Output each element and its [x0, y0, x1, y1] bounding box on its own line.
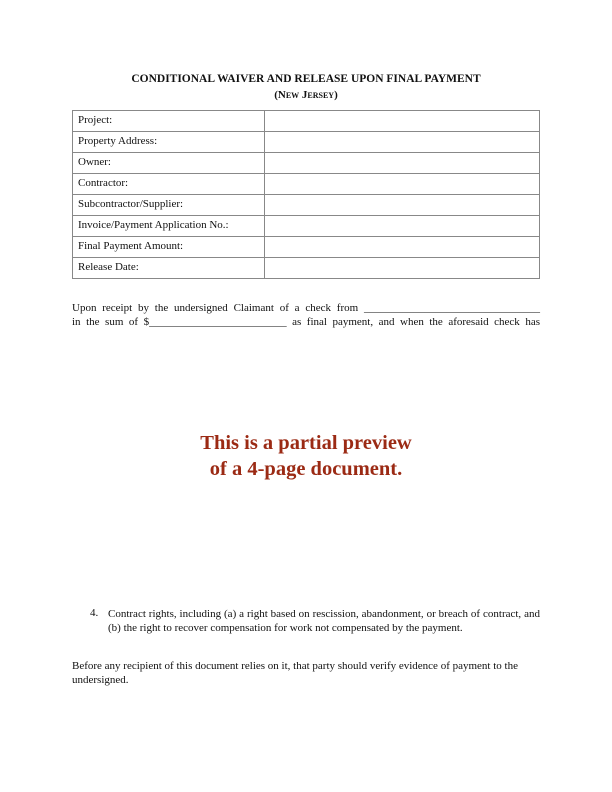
field-label: Property Address:: [73, 132, 265, 153]
table-row: [73, 153, 540, 174]
intro-line-1: Upon receipt by the undersigned Claimant of a check from ________________________________: [72, 302, 540, 314]
field-value[interactable]: [265, 258, 540, 279]
table-row: [73, 132, 540, 153]
table-row: [73, 195, 540, 216]
field-label: Final Payment Amount:: [73, 237, 265, 258]
field-value[interactable]: [265, 132, 540, 153]
preview-line-1: This is a partial preview: [200, 432, 412, 454]
field-label: Subcontractor/Supplier:: [73, 195, 265, 216]
closing-paragraph: Before any recipient of this document relies on it, that party should verify evidence of payment to the undersigned.: [72, 660, 518, 686]
field-value[interactable]: [265, 111, 540, 132]
field-label: Owner:: [73, 153, 265, 174]
field-label: Release Date:: [73, 258, 265, 279]
table-row: [73, 111, 540, 132]
preview-line-2: of a 4-page document.: [209, 458, 403, 480]
field-value[interactable]: [265, 237, 540, 258]
table-row: [73, 216, 540, 237]
field-label: Invoice/Payment Application No.:: [73, 216, 265, 237]
field-label: Contractor:: [73, 174, 265, 195]
document-subtitle: (New Jersey): [274, 89, 338, 101]
table-row: [73, 258, 540, 279]
field-value[interactable]: [265, 153, 540, 174]
list-item-number: 4.: [90, 607, 99, 619]
field-value[interactable]: [265, 195, 540, 216]
field-label: Project:: [73, 111, 265, 132]
preview-notice: [0, 430, 612, 482]
field-value[interactable]: [265, 174, 540, 195]
table-row: [73, 237, 540, 258]
field-value[interactable]: [265, 216, 540, 237]
document-title: CONDITIONAL WAIVER AND RELEASE UPON FINAL PAYMENT: [131, 73, 481, 85]
list-item-text: Contract rights, including (a) a right based on rescission, abandonment, or breach of contract, and (b) the right to recover compensation for work not compensated by the payment.: [108, 608, 540, 634]
info-table: [72, 110, 540, 279]
intro-line-2: in the sum of $_________________________ as final payment, and when the aforesaid check has: [72, 316, 540, 328]
table-row: [73, 174, 540, 195]
